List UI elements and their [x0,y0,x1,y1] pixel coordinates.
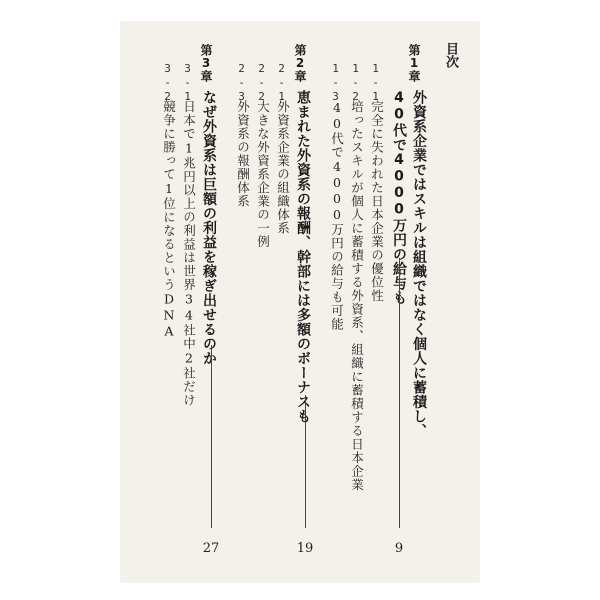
section-3-1-number: 3-1 [181,62,194,104]
chapter-2-title: 恵まれた外資系の報酬、幹部には多額のボーナスも [295,90,311,424]
section-1-3-title: 40代で4000万円の給与も可能 [329,100,345,331]
chapter-2-page-number: 19 [296,541,314,556]
chapter-1-title-line2: 40代で4000万円の給与も [391,90,407,305]
chapter-1-title-line1: 外資系企業ではスキルは組織ではなく個人に蓄積し、 [411,90,427,438]
chapter-2-leader-line [305,395,306,528]
section-1-2-number: 1-2 [349,62,362,104]
section-3-2-number: 3-2 [161,62,174,104]
section-2-2-title: 大きな外資系企業の一例 [255,100,271,249]
section-1-3-number: 1-3 [329,62,342,104]
chapter-3-leader-line [211,345,212,528]
chapter-3-page-number: 27 [202,541,220,556]
chapter-1-leader-line [399,258,400,528]
section-1-1-number: 1-1 [369,62,382,104]
chapter-3-title: なぜ外資系は巨額の利益を稼ぎ出せるのか [201,90,217,366]
section-1-1-title: 完全に失われた日本企業の優位性 [369,100,385,303]
chapter-3-label: 第3章 [199,44,213,82]
section-2-3-title: 外資系の報酬体系 [235,100,251,208]
section-2-1-title: 外資系企業の組織体系 [275,100,291,235]
section-2-1-number: 2-1 [275,62,288,104]
section-3-1-title: 日本で1兆円以上の利益は世界34社中2社だけ [181,100,197,407]
chapter-1-label: 第1章 [407,44,421,82]
chapter-1-page-number: 9 [394,541,404,556]
section-2-2-number: 2-2 [255,62,268,104]
section-3-2-title: 競争に勝って1位になるというDNA [161,100,177,340]
toc-title: 目次 [443,42,458,68]
section-1-2-title: 培ったスキルが個人に蓄積する外資系、組織に蓄積する日本企業 [349,100,365,492]
section-2-3-number: 2-3 [235,62,248,104]
chapter-2-label: 第2章 [293,44,307,82]
